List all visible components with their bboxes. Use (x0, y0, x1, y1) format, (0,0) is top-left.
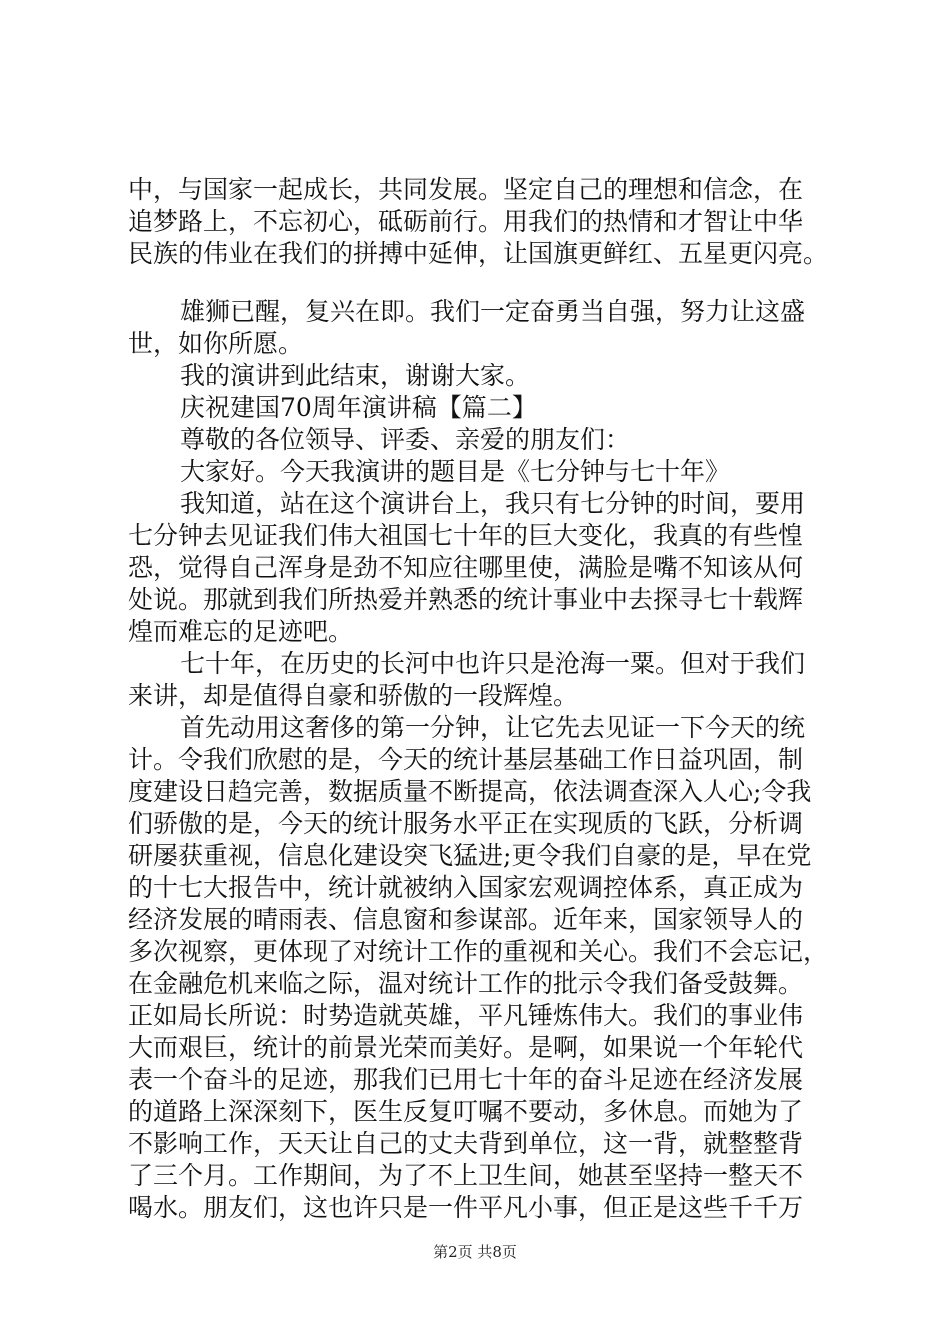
text-line: 研屡获重视，信息化建设突飞猛进;更令我们自豪的是，早在党 (128, 841, 812, 870)
text-line: 七分钟去见证我们伟大祖国七十年的巨大变化，我真的有些惶 (128, 521, 804, 550)
text-line: 喝水。朋友们，这也许只是一件平凡小事，但正是这些千千万 (128, 1193, 804, 1222)
text-line: 追梦路上，不忘初心，砥砺前行。用我们的热情和才智让中华 (128, 207, 804, 236)
text-line: 七十年，在历史的长河中也许只是沧海一粟。但对于我们 (180, 649, 806, 678)
text-line: 大而艰巨，统计的前景光荣而美好。是啊，如果说一个年轮代 (128, 1033, 804, 1062)
text-line: 计。令我们欣慰的是，今天的统计基层基础工作日益巩固，制 (128, 745, 804, 774)
text-line: 首先动用这奢侈的第一分钟，让它先去见证一下今天的统 (180, 713, 806, 742)
page-number: 第2页 共8页 (433, 1243, 517, 1261)
text-line: 了三个月。工作期间，为了不上卫生间，她甚至坚持一整天不 (128, 1161, 804, 1190)
text-line: 们骄傲的是，今天的统计服务水平正在实现质的飞跃，分析调 (128, 809, 804, 838)
text-line: 中，与国家一起成长，共同发展。坚定自己的理想和信念，在 (128, 175, 804, 204)
text-line: 我的演讲到此结束，谢谢大家。 (180, 361, 531, 390)
text-line: 我知道，站在这个演讲台上，我只有七分钟的时间，要用 (180, 489, 806, 518)
text-line: 来讲，却是值得自豪和骄傲的一段辉煌。 (128, 681, 579, 710)
text-line: 不影响工作，天天让自己的丈夫背到单位，这一背，就整整背 (128, 1129, 804, 1158)
text-line: 经济发展的晴雨表、信息窗和参谋部。近年来，国家领导人的 (128, 905, 804, 934)
text-line: 的十七大报告中，统计就被纳入国家宏观调控体系，真正成为 (128, 873, 804, 902)
text-line: 大家好。今天我演讲的题目是《七分钟与七十年》 (180, 457, 731, 486)
text-line: 度建设日趋完善，数据质量不断提高，依法调查深入人心;令我 (128, 777, 812, 806)
text-line: 民族的伟业在我们的拼搏中延伸，让国旗更鲜红、五星更闪亮。 (128, 239, 829, 268)
text-line: 处说。那就到我们所热爱并熟悉的统计事业中去探寻七十载辉 (128, 585, 804, 614)
text-line: 多次视察，更体现了对统计工作的重视和关心。我们不会忘记， (128, 937, 829, 966)
text-line: 世，如你所愿。 (128, 329, 304, 358)
text-line: 煌而难忘的足迹吧。 (128, 617, 354, 646)
section-heading: 庆祝建国70周年演讲稿【篇二】 (180, 393, 537, 422)
text-line: 的道路上深深刻下，医生反复叮嘱不要动，多休息。而她为了 (128, 1097, 804, 1126)
text-line: 雄狮已醒，复兴在即。我们一定奋勇当自强，努力让这盛 (180, 297, 806, 326)
text-line: 表一个奋斗的足迹，那我们已用七十年的奋斗足迹在经济发展 (128, 1065, 804, 1094)
text-line: 尊敬的各位领导、评委、亲爱的朋友们： (180, 425, 631, 454)
text-line: 在金融危机来临之际，温对统计工作的批示令我们备受鼓舞。 (128, 969, 804, 998)
text-line: 恐，觉得自己浑身是劲不知应往哪里使，满脸是嘴不知该从何 (128, 553, 804, 582)
text-line: 正如局长所说：时势造就英雄，平凡锤炼伟大。我们的事业伟 (128, 1001, 804, 1030)
